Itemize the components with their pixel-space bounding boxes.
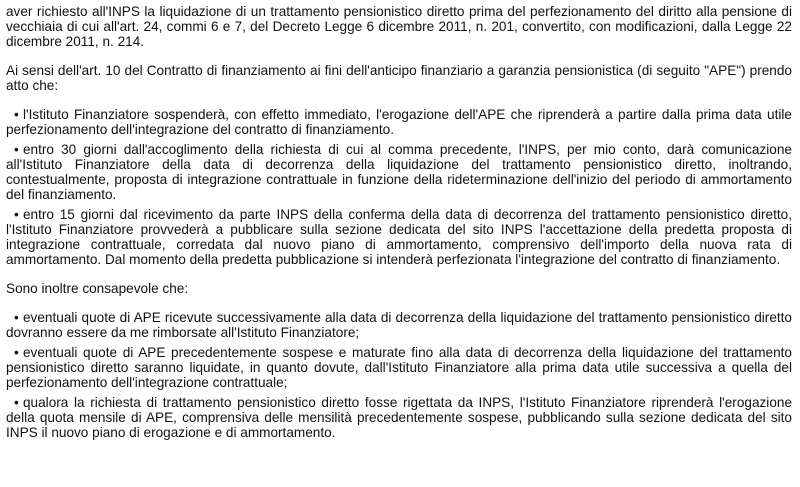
document-body <box>6 4 792 440</box>
bullet-text: entro 15 giorni dal ricevimento da parte INPS della conferma della data di decorrenza del trattamento pensionistico diretto, l'Istituto Finanziatore provvederà a pubblicare sulla sezione dedicata del sito INPS l'accettazione della predetta proposta di integrazione contrattuale, corredata dal nuovo piano di ammortamento, comprensivo dell'importo della nuova rata di ammortamento. Dal momento della predetta pubblicazione si intenderà perfezionata l'integrazione del contratto di finanziamento. <box>6 207 792 267</box>
bullet-glyph: • <box>14 395 19 410</box>
consapevole-bullet-item <box>6 345 792 390</box>
ape-intro-paragraph: Ai sensi dell'art. 10 del Contratto di finanziamento ai fini dell'anticipo finanziario a garanzia pensionistica (di seguito "APE") prendo atto che: <box>6 63 792 93</box>
bullet-glyph: • <box>14 142 19 157</box>
bullet-text: entro 30 giorni dall'accoglimento della richiesta di cui al comma precedente, l'INPS, per mio conto, darà comunicazione all'Istituto Finanziatore della data di decorrenza della liquidazione del trattamento pensionistico diretto, inoltrando, contestualmente, proposta di integrazione contrattuale in funzione della rideterminazione dell'inizio del periodo di ammortamento del finanziamento. <box>6 142 792 202</box>
bullet-glyph: • <box>14 207 19 222</box>
consapevole-bullet-item <box>6 395 792 440</box>
bullet-text: eventuali quote di APE ricevute successivamente alla data di decorrenza della liquidazione del trattamento pensionistico diretto dovranno essere da me rimborsate all'Istituto Finanziatore; <box>6 310 792 340</box>
consapevole-bullet-item <box>6 310 792 340</box>
ape-bullet-item <box>6 107 792 137</box>
consapevole-intro-paragraph: Sono inoltre consapevole che: <box>6 281 189 296</box>
intro-paragraph: aver richiesto all'INPS la liquidazione di un trattamento pensionistico diretto prima del perfezionamento del diritto alla pensione di vecchiaia di cui all'art. 24, commi 6 e 7, del Decreto Legge 6 dicembre 2011, n. 201, convertito, con modificazioni, dalla Legge 22 dicembre 2011, n. 214. <box>6 4 792 49</box>
bullet-glyph: • <box>14 107 19 122</box>
bullet-text: eventuali quote di APE precedentemente sospese e maturate fino alla data di decorrenza della liquidazione del trattamento pensionistico diretto saranno liquidate, in quanto dovute, dall'Istituto Finanziatore alla prima data utile successiva a quella del perfezionamento dell'integrazione contrattuale; <box>6 345 792 390</box>
bullet-glyph: • <box>14 310 19 325</box>
ape-bullet-item <box>6 142 792 202</box>
bullet-text: qualora la richiesta di trattamento pensionistico diretto fosse rigettata da INPS, l'Istituto Finanziatore riprenderà l'erogazione della quota mensile di APE, comprensiva delle mensilità precedentemente sospese, pubblicando sulla sezione dedicata del sito INPS il nuovo piano di erogazione e di ammortamento. <box>6 395 792 440</box>
bullet-text: l'Istituto Finanziatore sospenderà, con effetto immediato, l'erogazione dell'APE che riprenderà a partire dalla prima data utile perfezionamento dell'integrazione del contratto di finanziamento. <box>6 107 792 137</box>
ape-bullet-item <box>6 207 792 267</box>
bullet-glyph: • <box>14 345 19 360</box>
